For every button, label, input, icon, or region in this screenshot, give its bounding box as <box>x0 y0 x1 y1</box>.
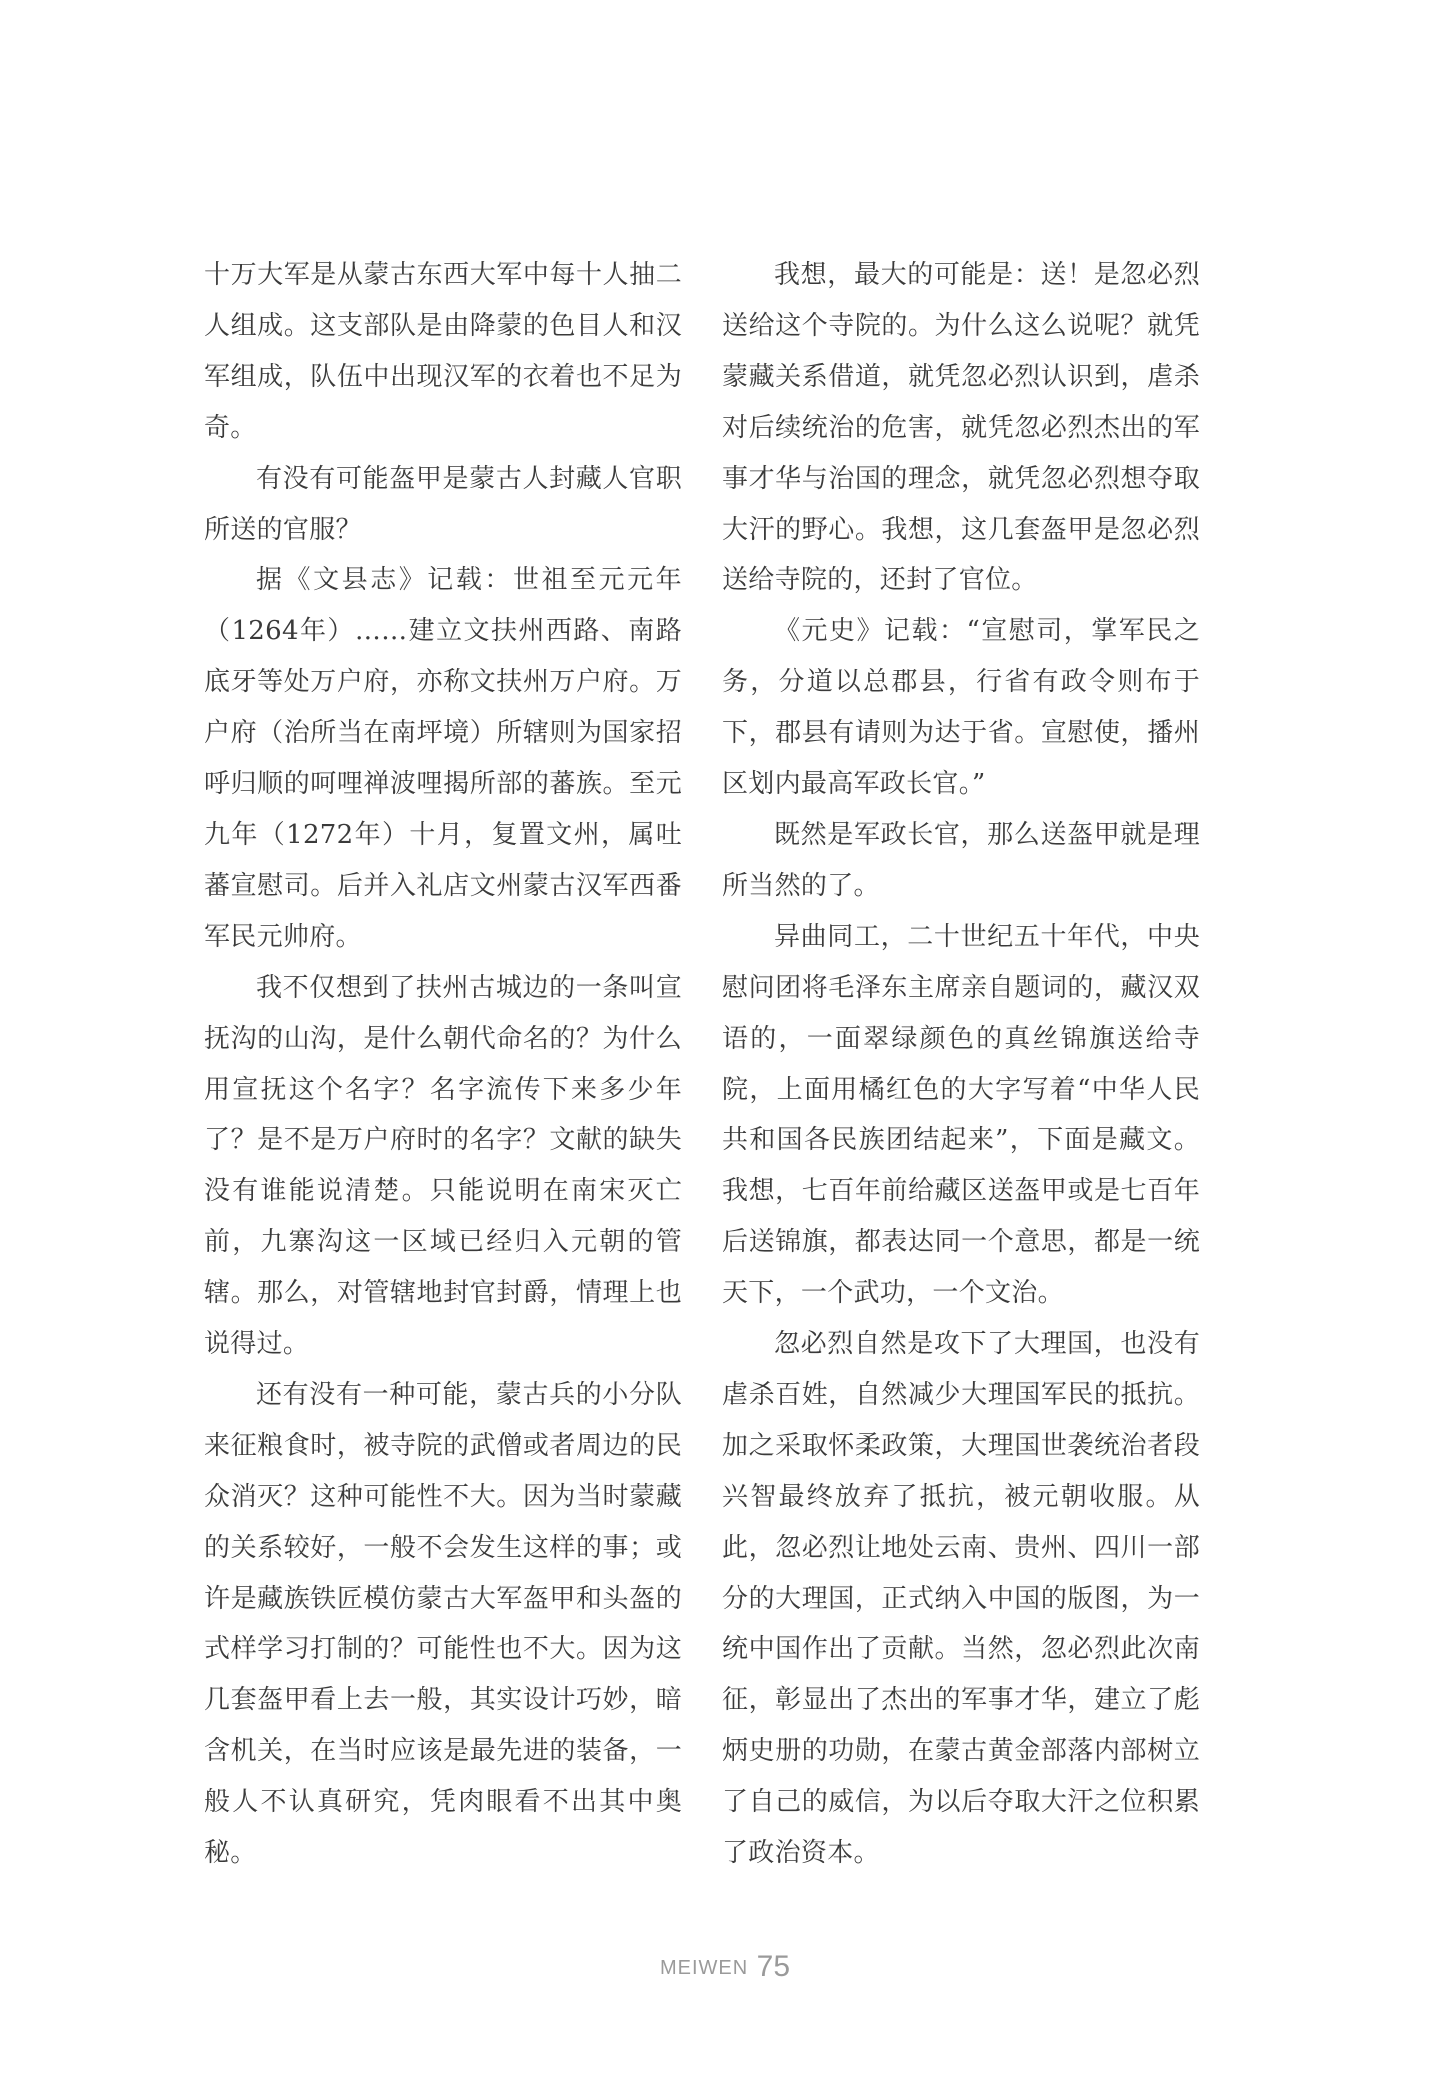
paragraph: 异曲同工，二十世纪五十年代，中央慰问团将毛泽东主席亲自题词的，藏汉双语的，一面翠绿颜色的真丝锦旗送给寺院，上面用橘红色的大字写着“中华人民共和国各民族团结起来”，下面是藏文。我想，七百年前给藏区送盔甲或是七百年后送锦旗，都表达同一个意思，都是一统天下，一个武功，一个文治。 <box>722 921 1200 1309</box>
paragraph: 十万大军是从蒙古东西大军中每十人抽二人组成。这支部队是由降蒙的色目人和汉军组成，队伍中出现汉军的衣着也不足为奇。 <box>204 260 682 443</box>
paragraph: 有没有可能盔甲是蒙古人封藏人官职所送的官服？ <box>204 463 682 545</box>
right-text-column <box>722 250 1200 1879</box>
paragraph: 据《文县志》记载：世祖至元元年（1264年）……建立文扶州西路、南路底牙等处万户府，亦称文扶州万户府。万户府（治所当在南坪境）所辖则为国家招呼归顺的呵哩禅波哩揭所部的蕃族。至元九年（1272年）十月，复置文州，属吐蕃宣慰司。后并入礼店文州蒙古汉军西番军民元帅府。 <box>204 565 682 952</box>
page-number: 75 <box>756 1950 791 1983</box>
paragraph: 忽必烈自然是攻下了大理国，也没有虐杀百姓，自然减少大理国军民的抵抗。加之采取怀柔政策，大理国世袭统治者段兴智最终放弃了抵抗，被元朝收服。从此，忽必烈让地处云南、贵州、四川一部分的大理国，正式纳入中国的版图，为一统中国作出了贡献。当然，忽必烈此次南征，彰显出了杰出的军事才华，建立了彪炳史册的功勋，在蒙古黄金部落内部树立了自己的威信，为以后夺取大汗之位积累了政治资本。 <box>722 1329 1200 1869</box>
magazine-name: MEIWEN <box>659 1957 749 1979</box>
page-footer <box>0 1950 1450 1984</box>
paragraph: 《元史》记载：“宣慰司，掌军民之务，分道以总郡县，行省有政令则布于下，郡县有请则为达于省。宣慰使，播州区划内最高军政长官。” <box>722 616 1200 800</box>
left-text-column <box>204 250 682 1879</box>
paragraph: 还有没有一种可能，蒙古兵的小分队来征粮食时，被寺院的武僧或者周边的民众消灭？这种可能性不大。因为当时蒙藏的关系较好，一般不会发生这样的事；或许是藏族铁匠模仿蒙古大军盔甲和头盔的式样学习打制的？可能性也不大。因为这几套盔甲看上去一般，其实设计巧妙，暗含机关，在当时应该是最先进的装备，一般人不认真研究，凭肉眼看不出其中奥秘。 <box>204 1379 682 1869</box>
paragraph: 我不仅想到了扶州古城边的一条叫宣抚沟的山沟，是什么朝代命名的？为什么用宣抚这个名字？名字流传下来多少年了？是不是万户府时的名字？文献的缺失没有谁能说清楚。只能说明在南宋灭亡前，九寨沟这一区域已经归入元朝的管辖。那么，对管辖地封官封爵，情理上也说得过。 <box>204 972 682 1360</box>
paragraph: 我想，最大的可能是：送！是忽必烈送给这个寺院的。为什么这么说呢？就凭蒙藏关系借道，就凭忽必烈认识到，虐杀对后续统治的危害，就凭忽必烈杰出的军事才华与治国的理念，就凭忽必烈想夺取大汗的野心。我想，这几套盔甲是忽必烈送给寺院的，还封了官位。 <box>722 260 1200 596</box>
paragraph: 既然是军政长官，那么送盔甲就是理所当然的了。 <box>722 819 1200 901</box>
